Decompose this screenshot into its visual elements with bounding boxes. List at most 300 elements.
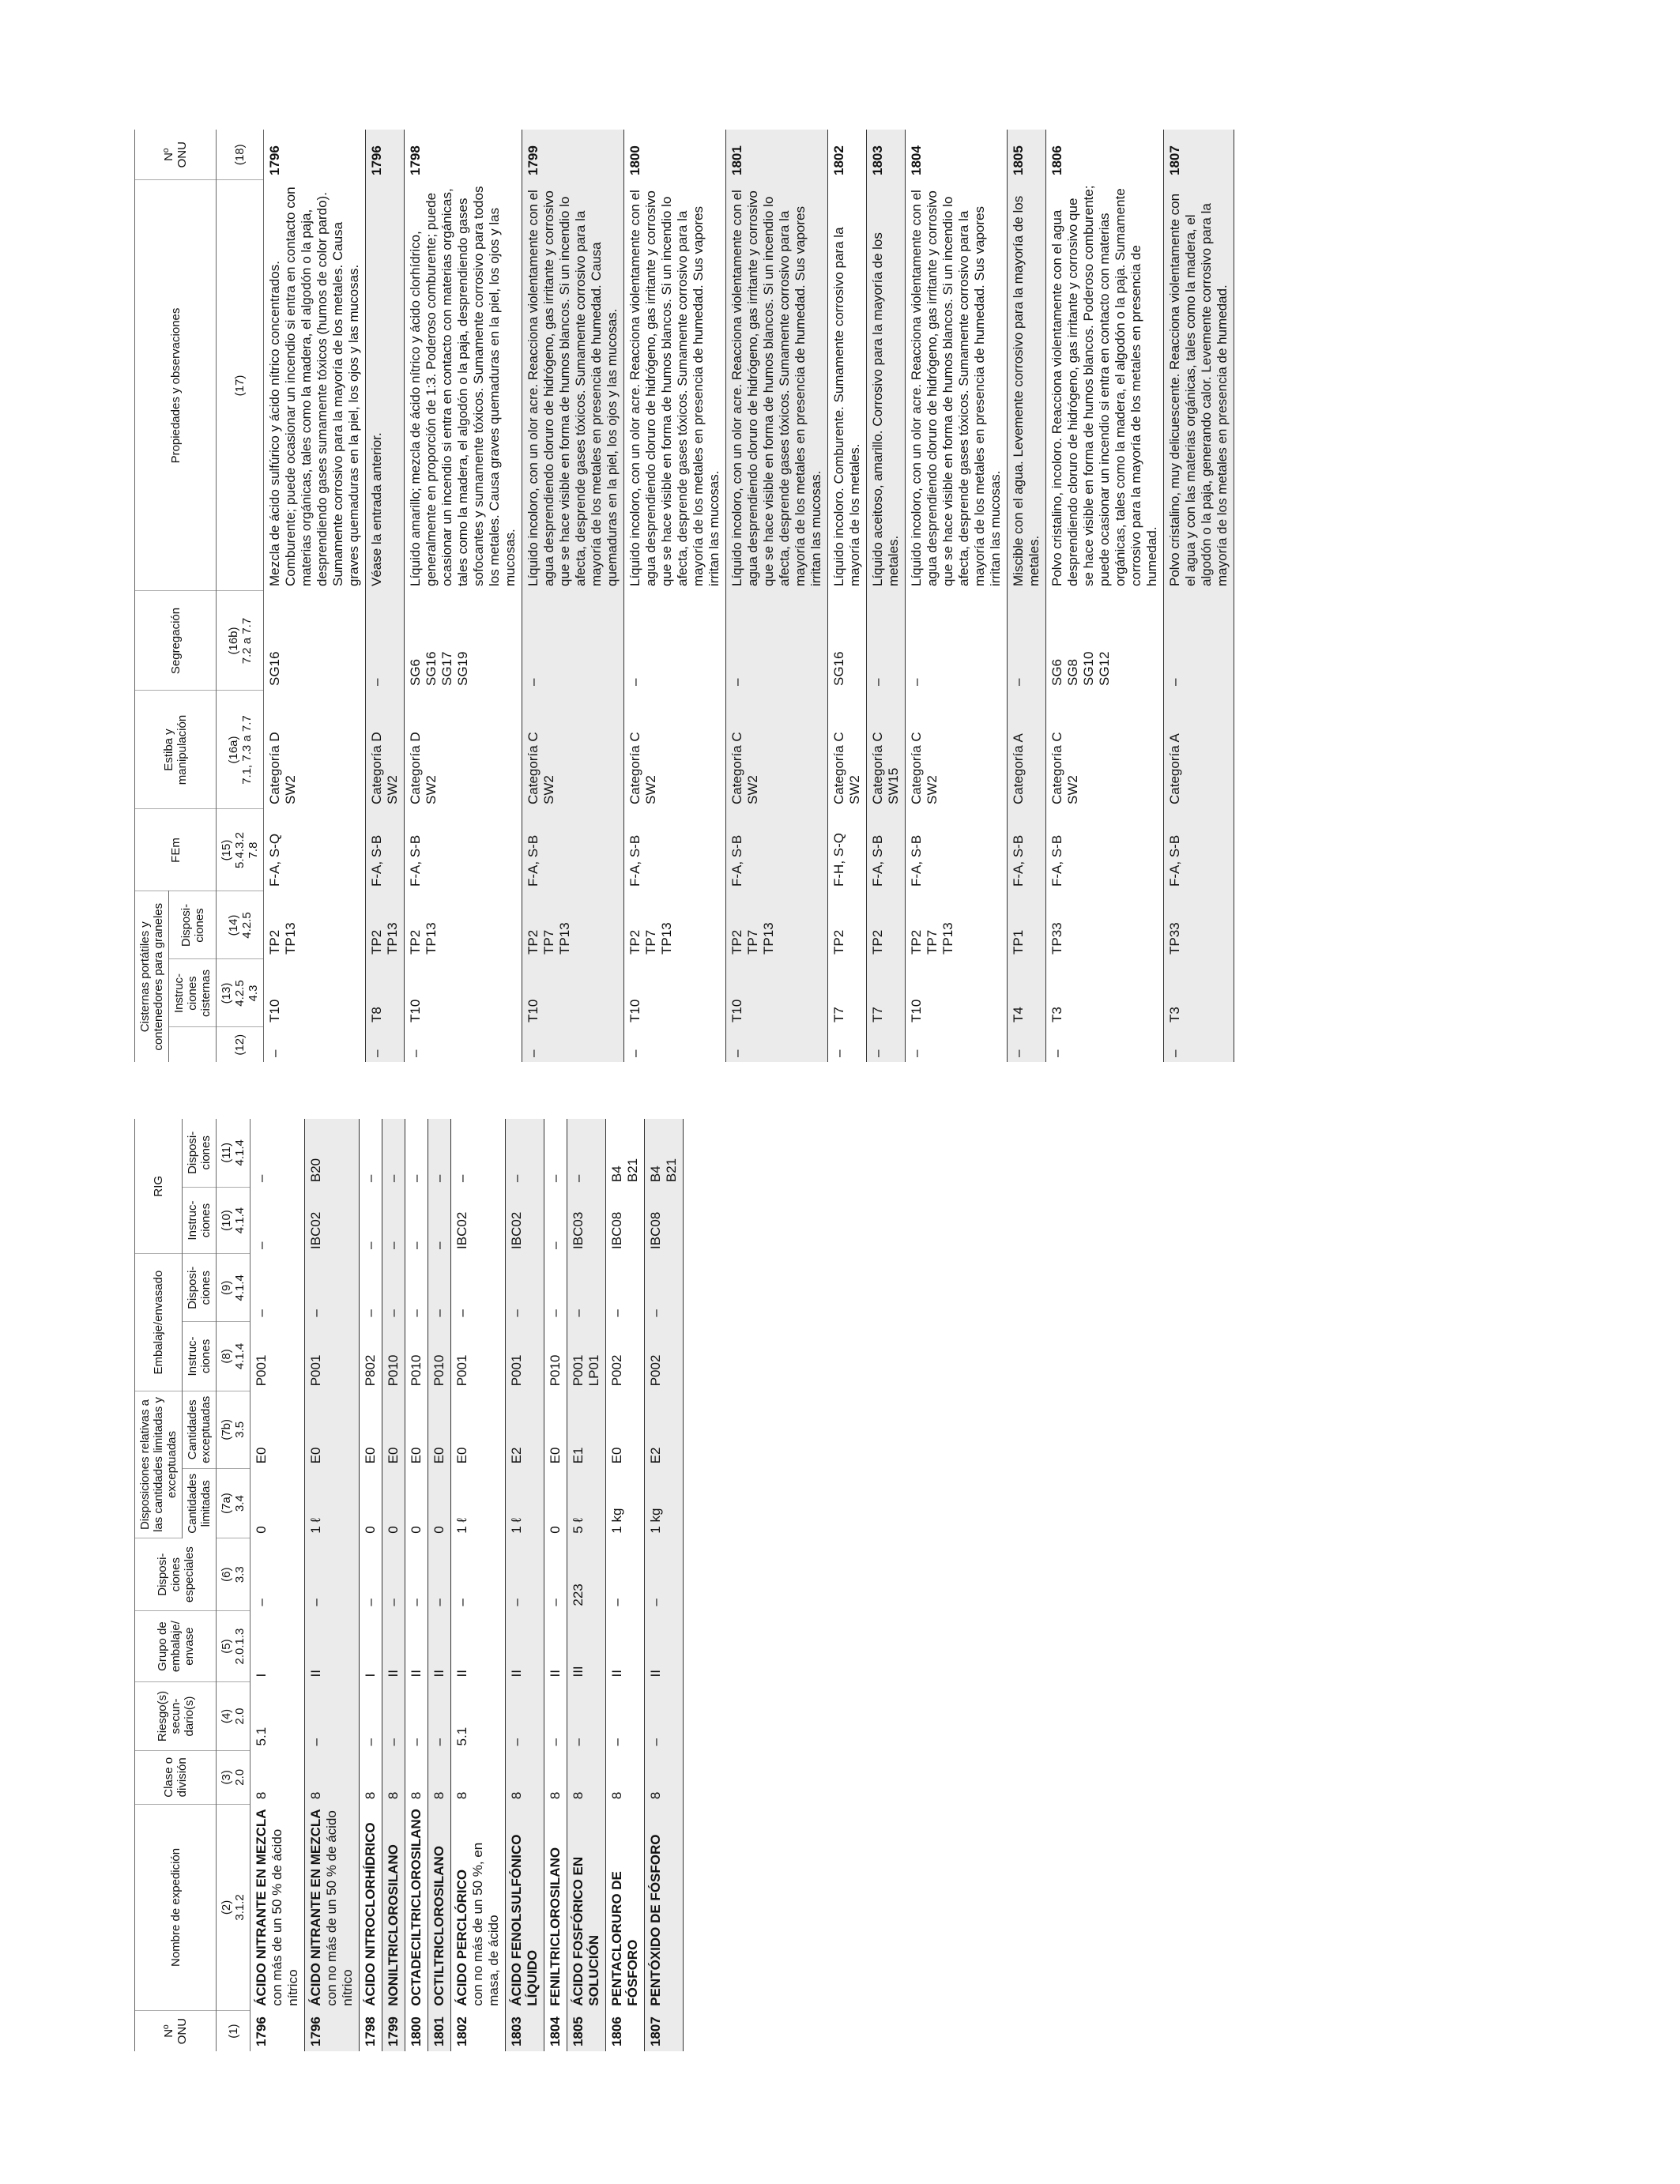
- subsidiary-risk: –: [360, 1682, 382, 1751]
- segregation: SG6 SG16 SG17 SG19: [405, 591, 522, 691]
- stowage: Categoría C SW2: [624, 691, 726, 809]
- right-table-body: [264, 130, 1234, 1062]
- limited-quantity: 5 ℓ: [567, 1468, 606, 1538]
- class: 8: [645, 1750, 684, 1804]
- dangerous-goods-list-right: [134, 130, 1234, 1062]
- special-provisions: –: [428, 1538, 451, 1611]
- ibc-provision: B4 B21: [606, 1119, 645, 1187]
- tank-provision: TP2 TP13: [405, 891, 522, 959]
- un-number: 1805: [567, 2011, 606, 2051]
- segregation: –: [522, 591, 624, 691]
- column-12: –: [1008, 1027, 1046, 1062]
- column-code: (14) 4.2.5: [217, 891, 264, 959]
- stowage: Categoría C SW2: [1046, 691, 1164, 809]
- column-code: (13) 4.2.5 4.3: [217, 959, 264, 1027]
- tank-provision: TP33: [1046, 891, 1164, 959]
- table-row: [544, 1119, 567, 2051]
- packing-provision: –: [451, 1254, 506, 1322]
- header-un-number-right: Nº ONU: [135, 130, 217, 180]
- header-class: Clase o división: [135, 1750, 217, 1804]
- column-12: –: [867, 1027, 906, 1062]
- segregation: –: [1164, 591, 1234, 691]
- table-row: [828, 130, 867, 1062]
- shipping-name-cell: [360, 1804, 382, 2011]
- ibc-instruction: IBC02: [305, 1187, 360, 1254]
- class: 8: [428, 1750, 451, 1804]
- ibc-instruction: IBC08: [645, 1187, 684, 1254]
- table-row: [522, 130, 624, 1062]
- class: 8: [360, 1750, 382, 1804]
- un-number: 1801: [726, 130, 828, 180]
- segregation: –: [906, 591, 1008, 691]
- shipping-name: ÁCIDO NITRANTE EN MEZCLA: [308, 1809, 323, 2006]
- header-un-number: Nº ONU: [135, 2011, 217, 2051]
- properties: Líquido incoloro. Comburente. Sumamente corrosivo para la mayoría de los metales.: [828, 180, 867, 591]
- shipping-name-qualifier: con no más de un 50 % de ácido nítrico: [324, 1810, 355, 2006]
- tank-instruction: T10: [522, 959, 624, 1027]
- table-row: [1008, 130, 1046, 1062]
- un-number: 1805: [1008, 130, 1046, 180]
- ibc-provision: –: [428, 1119, 451, 1187]
- packing-provision: –: [544, 1254, 567, 1322]
- packing-group: II: [544, 1611, 567, 1682]
- header-ems: FEm: [135, 809, 217, 891]
- header-properties: Propiedades y observaciones: [135, 180, 217, 591]
- special-provisions: –: [606, 1538, 645, 1611]
- packing-provision: –: [382, 1254, 405, 1322]
- ems-code: F-A, S-B: [1164, 809, 1234, 891]
- shipping-name: ÁCIDO FENOLSULFÓNICO LÍQUIDO: [509, 1834, 540, 2006]
- limited-quantity: 0: [382, 1468, 405, 1538]
- table-row: [366, 130, 405, 1062]
- stowage: Categoría C SW2: [522, 691, 624, 809]
- shipping-name-cell: [405, 1804, 428, 2011]
- column-code: (16a) 7.1, 7.3 a 7.7: [217, 691, 264, 809]
- column-code: (17): [217, 180, 264, 591]
- packing-instruction: P001: [305, 1322, 360, 1391]
- header-packing-provisions: Disposi-ciones: [183, 1254, 217, 1322]
- properties: Líquido incoloro, con un olor acre. Reacciona violentamente con el agua desprendiendo cloruro de hidrógeno, gas irritante y corrosivo que se hace visible en forma de humos blancos. Si un incendio lo afecta, desprende gases tóxicos. Sumamente corrosivo para la mayoría de los metales en presencia de humedad. Sus vapores irritan las mucosas.: [624, 180, 726, 591]
- header-proper-shipping-name: Nombre de expedición: [135, 1804, 217, 2011]
- subsidiary-risk: –: [606, 1682, 645, 1751]
- ems-code: F-A, S-B: [405, 809, 522, 891]
- subsidiary-risk: –: [305, 1682, 360, 1751]
- properties: Véase la entrada anterior.: [366, 180, 405, 591]
- limited-quantity: 0: [428, 1468, 451, 1538]
- excepted-quantity: E0: [250, 1391, 305, 1468]
- table-row: [645, 1119, 684, 2051]
- special-provisions: –: [506, 1538, 544, 1611]
- stowage: Categoría C SW2: [726, 691, 828, 809]
- left-column-codes: [217, 1119, 250, 2051]
- packing-instruction: P001: [250, 1322, 305, 1391]
- shipping-name-cell: [382, 1804, 405, 2011]
- tank-instruction: T10: [624, 959, 726, 1027]
- column-12: –: [1164, 1027, 1234, 1062]
- ems-code: F-A, S-B: [906, 809, 1008, 891]
- tank-provision: TP2: [867, 891, 906, 959]
- packing-instruction: P010: [382, 1322, 405, 1391]
- class: 8: [305, 1750, 360, 1804]
- class: 8: [567, 1750, 606, 1804]
- properties: Polvo cristalino, muy delicuescente. Reacciona violentamente con el agua y con las materias orgánicas, tales como la madera, el algodón o la paja, generando calor. Levemente corrosivo para la mayoría de los metales en presencia de humedad.: [1164, 180, 1234, 591]
- tank-provision: TP2 TP13: [366, 891, 405, 959]
- ibc-provision: –: [451, 1119, 506, 1187]
- header-packing-group: Grupo de embalaje/ envase: [135, 1611, 217, 1682]
- ems-code: F-A, S-B: [867, 809, 906, 891]
- packing-provision: –: [250, 1254, 305, 1322]
- tank-provision: TP33: [1164, 891, 1234, 959]
- shipping-name-cell: [305, 1804, 360, 2011]
- shipping-name-qualifier: con más de un 50 % de ácido nítrico: [269, 1828, 300, 2006]
- excepted-quantity: E2: [506, 1391, 544, 1468]
- column-12: –: [828, 1027, 867, 1062]
- excepted-quantity: E0: [428, 1391, 451, 1468]
- packing-group: II: [645, 1611, 684, 1682]
- column-12: –: [624, 1027, 726, 1062]
- properties: Polvo cristalino, incoloro. Reacciona violentamente con el agua desprendiendo cloruro de hidrógeno, gas irritante y corrosivo que se hace visible en forma de humos blancos. Poderoso comburente; puede ocasionar un incendio si entra en contacto con materias orgánicas, tales como la madera, el algodón o la paja. Sumamente corrosivo para la mayoría de los metales en presencia de humedad.: [1046, 180, 1164, 591]
- class: 8: [506, 1750, 544, 1804]
- class: 8: [544, 1750, 567, 1804]
- segregation: –: [726, 591, 828, 691]
- table-row: [1164, 130, 1234, 1062]
- class: 8: [382, 1750, 405, 1804]
- packing-group: II: [405, 1611, 428, 1682]
- tank-instruction: T8: [366, 959, 405, 1027]
- ibc-instruction: –: [405, 1187, 428, 1254]
- shipping-name: OCTADECILTRICLOROSILANO: [409, 1809, 424, 2006]
- packing-group: III: [567, 1611, 606, 1682]
- tank-provision: TP2: [828, 891, 867, 959]
- ibc-instruction: IBC02: [451, 1187, 506, 1254]
- excepted-quantity: E0: [405, 1391, 428, 1468]
- subsidiary-risk: –: [645, 1682, 684, 1751]
- subsidiary-risk: 5.1: [250, 1682, 305, 1751]
- ems-code: F-A, S-B: [1046, 809, 1164, 891]
- segregation: –: [867, 591, 906, 691]
- special-provisions: –: [382, 1538, 405, 1611]
- properties: Miscible con el agua. Levemente corrosivo para la mayoría de los metales.: [1008, 180, 1046, 591]
- ibc-provision: –: [567, 1119, 606, 1187]
- ems-code: F-A, S-B: [726, 809, 828, 891]
- column-code: (3) 2.0: [217, 1750, 250, 1804]
- header-blank-12: [169, 1027, 217, 1062]
- table-row: [506, 1119, 544, 2051]
- limited-quantity: 0: [405, 1468, 428, 1538]
- shipping-name: ÁCIDO NITROCLORHÍDRICO: [363, 1822, 378, 2006]
- special-provisions: 223: [567, 1538, 606, 1611]
- special-provisions: –: [360, 1538, 382, 1611]
- class: 8: [606, 1750, 645, 1804]
- ems-code: F-A, S-B: [624, 809, 726, 891]
- shipping-name: ÁCIDO FOSFÓRICO EN SOLUCIÓN: [571, 1856, 601, 2006]
- ibc-instruction: IBC08: [606, 1187, 645, 1254]
- table-row: [906, 130, 1008, 1062]
- column-code: (5) 2.0.1.3: [217, 1611, 250, 1682]
- tank-instruction: T10: [726, 959, 828, 1027]
- packing-instruction: P001: [506, 1322, 544, 1391]
- limited-quantity: 0: [360, 1468, 382, 1538]
- ibc-instruction: IBC03: [567, 1187, 606, 1254]
- limited-quantity: 0: [250, 1468, 305, 1538]
- class: 8: [451, 1750, 506, 1804]
- right-column-codes: [217, 130, 264, 1062]
- ems-code: F-A, S-B: [522, 809, 624, 891]
- ibc-instruction: –: [382, 1187, 405, 1254]
- table-row: [726, 130, 828, 1062]
- subsidiary-risk: –: [405, 1682, 428, 1751]
- ibc-provision: –: [544, 1119, 567, 1187]
- header-portable-tanks: Cisternas portátiles y contenedores para graneles: [135, 891, 169, 1062]
- subsidiary-risk: –: [382, 1682, 405, 1751]
- column-code: (9) 4.1.4: [217, 1254, 250, 1322]
- packing-group: I: [360, 1611, 382, 1682]
- column-code: (18): [217, 130, 264, 180]
- special-provisions: –: [645, 1538, 684, 1611]
- properties: Mezcla de ácido sulfúrico y ácido nítrico concentrados. Comburente; puede ocasionar un incendio si entra en contacto con materias orgánicas, tales como la madera, el algodón o la paja, desprendiendo gases sumamente tóxicos (humos de color pardo). Sumamente corrosivo para la mayoría de los metales. Causa graves quemaduras en la piel, los ojos y las mucosas.: [264, 180, 366, 591]
- packing-provision: –: [645, 1254, 684, 1322]
- segregation: SG16: [828, 591, 867, 691]
- column-12: –: [726, 1027, 828, 1062]
- ibc-provision: –: [382, 1119, 405, 1187]
- packing-provision: –: [405, 1254, 428, 1322]
- shipping-name-qualifier: con no más de un 50 %, en masa, de ácido: [470, 1842, 501, 2006]
- header-segregation: Segregación: [135, 591, 217, 691]
- table-row: [360, 1119, 382, 2051]
- packing-instruction: P010: [428, 1322, 451, 1391]
- packing-instruction: P001: [451, 1322, 506, 1391]
- special-provisions: –: [451, 1538, 506, 1611]
- shipping-name: FENILTRICLOROSILANO: [548, 1847, 563, 2006]
- packing-group: II: [606, 1611, 645, 1682]
- table-row: [305, 1119, 360, 2051]
- un-number: 1796: [366, 130, 405, 180]
- column-code: (11) 4.1.4: [217, 1119, 250, 1187]
- excepted-quantity: E0: [382, 1391, 405, 1468]
- table-row: [264, 130, 366, 1062]
- column-12: –: [366, 1027, 405, 1062]
- properties: Líquido aceitoso, amarillo. Corrosivo para la mayoría de los metales.: [867, 180, 906, 591]
- tank-instruction: T10: [906, 959, 1008, 1027]
- segregation: –: [366, 591, 405, 691]
- packing-group: I: [250, 1611, 305, 1682]
- packing-provision: –: [305, 1254, 360, 1322]
- column-code: (4) 2.0: [217, 1682, 250, 1751]
- header-packing-instructions: Instruc-ciones: [183, 1322, 217, 1391]
- subsidiary-risk: 5.1: [451, 1682, 506, 1751]
- shipping-name-cell: [606, 1804, 645, 2011]
- tank-provision: TP1: [1008, 891, 1046, 959]
- special-provisions: –: [544, 1538, 567, 1611]
- tank-provision: TP2 TP7 TP13: [906, 891, 1008, 959]
- packing-instruction: P002: [606, 1322, 645, 1391]
- tank-provision: TP2 TP7 TP13: [726, 891, 828, 959]
- un-number: 1803: [506, 2011, 544, 2051]
- stowage: Categoría A: [1008, 691, 1046, 809]
- packing-provision: –: [428, 1254, 451, 1322]
- column-12: –: [264, 1027, 366, 1062]
- tank-provision: TP2 TP7 TP13: [522, 891, 624, 959]
- packing-provision: –: [360, 1254, 382, 1322]
- shipping-name-cell: [567, 1804, 606, 2011]
- stowage: Categoría A: [1164, 691, 1234, 809]
- shipping-name-cell: [250, 1804, 305, 2011]
- ibc-provision: B4 B21: [645, 1119, 684, 1187]
- limited-quantity: 1 ℓ: [451, 1468, 506, 1538]
- column-code: (8) 4.1.4: [217, 1322, 250, 1391]
- properties: Líquido incoloro, con un olor acre. Reacciona violentamente con el agua desprendiendo cloruro de hidrógeno, gas irritante y corrosivo que se hace visible en forma de humos blancos. Si un incendio lo afecta, desprende gases tóxicos. Sumamente corrosivo para la mayoría de los metales en presencia de humedad. Sus vapores irritan las mucosas.: [906, 180, 1008, 591]
- table-row: [567, 1119, 606, 2051]
- stowage: Categoría C SW2: [906, 691, 1008, 809]
- subsidiary-risk: –: [506, 1682, 544, 1751]
- class: 8: [250, 1750, 305, 1804]
- excepted-quantity: E0: [360, 1391, 382, 1468]
- segregation: –: [1008, 591, 1046, 691]
- limited-quantity: 1 kg: [606, 1468, 645, 1538]
- shipping-name-cell: [428, 1804, 451, 2011]
- segregation: SG6 SG8 SG10 SG12: [1046, 591, 1164, 691]
- shipping-name: NONILTRICLOROSILANO: [386, 1844, 401, 2006]
- un-number: 1800: [624, 130, 726, 180]
- column-code: (15) 5.4.3.2 7.8: [217, 809, 264, 891]
- shipping-name: PENTÓXIDO DE FÓSFORO: [648, 1834, 663, 2006]
- excepted-quantity: E0: [305, 1391, 360, 1468]
- packing-group: II: [451, 1611, 506, 1682]
- un-number: 1798: [405, 130, 522, 180]
- properties: Líquido amarillo; mezcla de ácido nítrico y ácido clorhídrico, generalmente en proporción de 1:3. Poderoso comburente; puede ocasionar un incendio si entra en contacto con materias orgánicas, tales como la madera, el algodón o la paja, desprendiendo gases sofocantes y sumamente tóxicos. Sumamente corrosivo para todos los metales. Causa graves quemaduras en la piel, los ojos y las mucosas.: [405, 180, 522, 591]
- column-code: (2) 3.1.2: [217, 1804, 250, 2011]
- stowage: Categoría D SW2: [264, 691, 366, 809]
- un-number: 1803: [867, 130, 906, 180]
- table-row: [624, 130, 726, 1062]
- class: 8: [405, 1750, 428, 1804]
- packing-instruction: P001 LP01: [567, 1322, 606, 1391]
- shipping-name-cell: [451, 1804, 506, 2011]
- ibc-instruction: –: [360, 1187, 382, 1254]
- un-number: 1804: [906, 130, 1008, 180]
- un-number: 1796: [305, 2011, 360, 2051]
- stowage: Categoría D SW2: [366, 691, 405, 809]
- table-row: [250, 1119, 305, 2051]
- column-code: (7b) 3.5: [217, 1391, 250, 1468]
- tank-instruction: T3: [1164, 959, 1234, 1027]
- excepted-quantity: E0: [544, 1391, 567, 1468]
- packing-provision: –: [506, 1254, 544, 1322]
- tank-provision: TP2 TP7 TP13: [624, 891, 726, 959]
- tank-instruction: T10: [264, 959, 366, 1027]
- column-12: –: [1046, 1027, 1164, 1062]
- ibc-provision: –: [405, 1119, 428, 1187]
- un-number: 1798: [360, 2011, 382, 2051]
- header-tank-provisions: Disposi-ciones: [169, 891, 217, 959]
- ibc-instruction: IBC02: [506, 1187, 544, 1254]
- ibc-provision: B20: [305, 1119, 360, 1187]
- column-12: –: [906, 1027, 1008, 1062]
- subsidiary-risk: –: [544, 1682, 567, 1751]
- column-12: –: [522, 1027, 624, 1062]
- stowage: Categoría C SW15: [867, 691, 906, 809]
- ibc-provision: –: [250, 1119, 305, 1187]
- excepted-quantity: E0: [606, 1391, 645, 1468]
- packing-instruction: P802: [360, 1322, 382, 1391]
- header-stowage: Estiba y manipulación: [135, 691, 217, 809]
- shipping-name: PENTACLORURO DE FÓSFORO: [609, 1871, 640, 2006]
- un-number: 1801: [428, 2011, 451, 2051]
- column-code: (6) 3.3: [217, 1538, 250, 1611]
- subsidiary-risk: –: [428, 1682, 451, 1751]
- ems-code: F-A, S-B: [366, 809, 405, 891]
- header-packing: Embalaje/envasado: [135, 1254, 183, 1391]
- header-ibc: RIG: [135, 1119, 183, 1254]
- limited-quantity: 1 kg: [645, 1468, 684, 1538]
- packing-group: II: [428, 1611, 451, 1682]
- un-number: 1802: [828, 130, 867, 180]
- properties: Líquido incoloro, con un olor acre. Reacciona violentamente con el agua desprendiendo cloruro de hidrógeno, gas irritante y corrosivo que se hace visible en forma de humos blancos. Si un incendio lo afecta, desprende gases tóxicos. Sumamente corrosivo para la mayoría de los metales en presencia de humedad. Sus vapores irritan las mucosas.: [726, 180, 828, 591]
- header-limited-quantities: Cantidades limitadas: [183, 1468, 217, 1538]
- table-row: [451, 1119, 506, 2051]
- header-ibc-provisions: Disposi-ciones: [183, 1119, 217, 1187]
- un-number: 1804: [544, 2011, 567, 2051]
- un-number: 1796: [250, 2011, 305, 2051]
- dangerous-goods-list-left: [134, 1119, 684, 2051]
- subsidiary-risk: –: [567, 1682, 606, 1751]
- ems-code: F-A, S-Q: [264, 809, 366, 891]
- packing-group: II: [506, 1611, 544, 1682]
- column-12: –: [405, 1027, 522, 1062]
- column-code: (1): [217, 2011, 250, 2051]
- special-provisions: –: [250, 1538, 305, 1611]
- packing-instruction: P010: [544, 1322, 567, 1391]
- ibc-instruction: –: [428, 1187, 451, 1254]
- packing-provision: –: [606, 1254, 645, 1322]
- tank-instruction: T7: [867, 959, 906, 1027]
- tank-instruction: T3: [1046, 959, 1164, 1027]
- table-row: [867, 130, 906, 1062]
- shipping-name: OCTILTRICLOROSILANO: [431, 1846, 446, 2006]
- shipping-name: ÁCIDO NITRANTE EN MEZCLA: [254, 1809, 269, 2006]
- header-tank-instructions: Instruc-ciones cisternas: [169, 959, 217, 1027]
- ibc-provision: –: [360, 1119, 382, 1187]
- special-provisions: –: [305, 1538, 360, 1611]
- header-excepted-quantities: Cantidades exceptuadas: [183, 1391, 217, 1468]
- table-row: [606, 1119, 645, 2051]
- segregation: SG16: [264, 591, 366, 691]
- un-number: 1807: [1164, 130, 1234, 180]
- header-subsidiary-risk: Riesgo(s) secun-dario(s): [135, 1682, 217, 1751]
- ibc-instruction: –: [250, 1187, 305, 1254]
- table-row: [428, 1119, 451, 2051]
- un-number: 1807: [645, 2011, 684, 2051]
- excepted-quantity: E2: [645, 1391, 684, 1468]
- excepted-quantity: E0: [451, 1391, 506, 1468]
- left-table-body: [250, 1119, 684, 2051]
- un-number: 1799: [522, 130, 624, 180]
- column-code: (16b) 7.2 a 7.7: [217, 591, 264, 691]
- tank-instruction: T7: [828, 959, 867, 1027]
- tank-instruction: T10: [405, 959, 522, 1027]
- ibc-provision: –: [506, 1119, 544, 1187]
- shipping-name: ÁCIDO PERCLÓRICO: [454, 1869, 469, 2006]
- column-code: (10) 4.1.4: [217, 1187, 250, 1254]
- column-code: (7a) 3.4: [217, 1468, 250, 1538]
- limited-quantity: 1 ℓ: [305, 1468, 360, 1538]
- table-row: [382, 1119, 405, 2051]
- un-number: 1796: [264, 130, 366, 180]
- stowage: Categoría D SW2: [405, 691, 522, 809]
- tank-provision: TP2 TP13: [264, 891, 366, 959]
- table-row: [405, 130, 522, 1062]
- header-ibc-instructions: Instruc-ciones: [183, 1187, 217, 1254]
